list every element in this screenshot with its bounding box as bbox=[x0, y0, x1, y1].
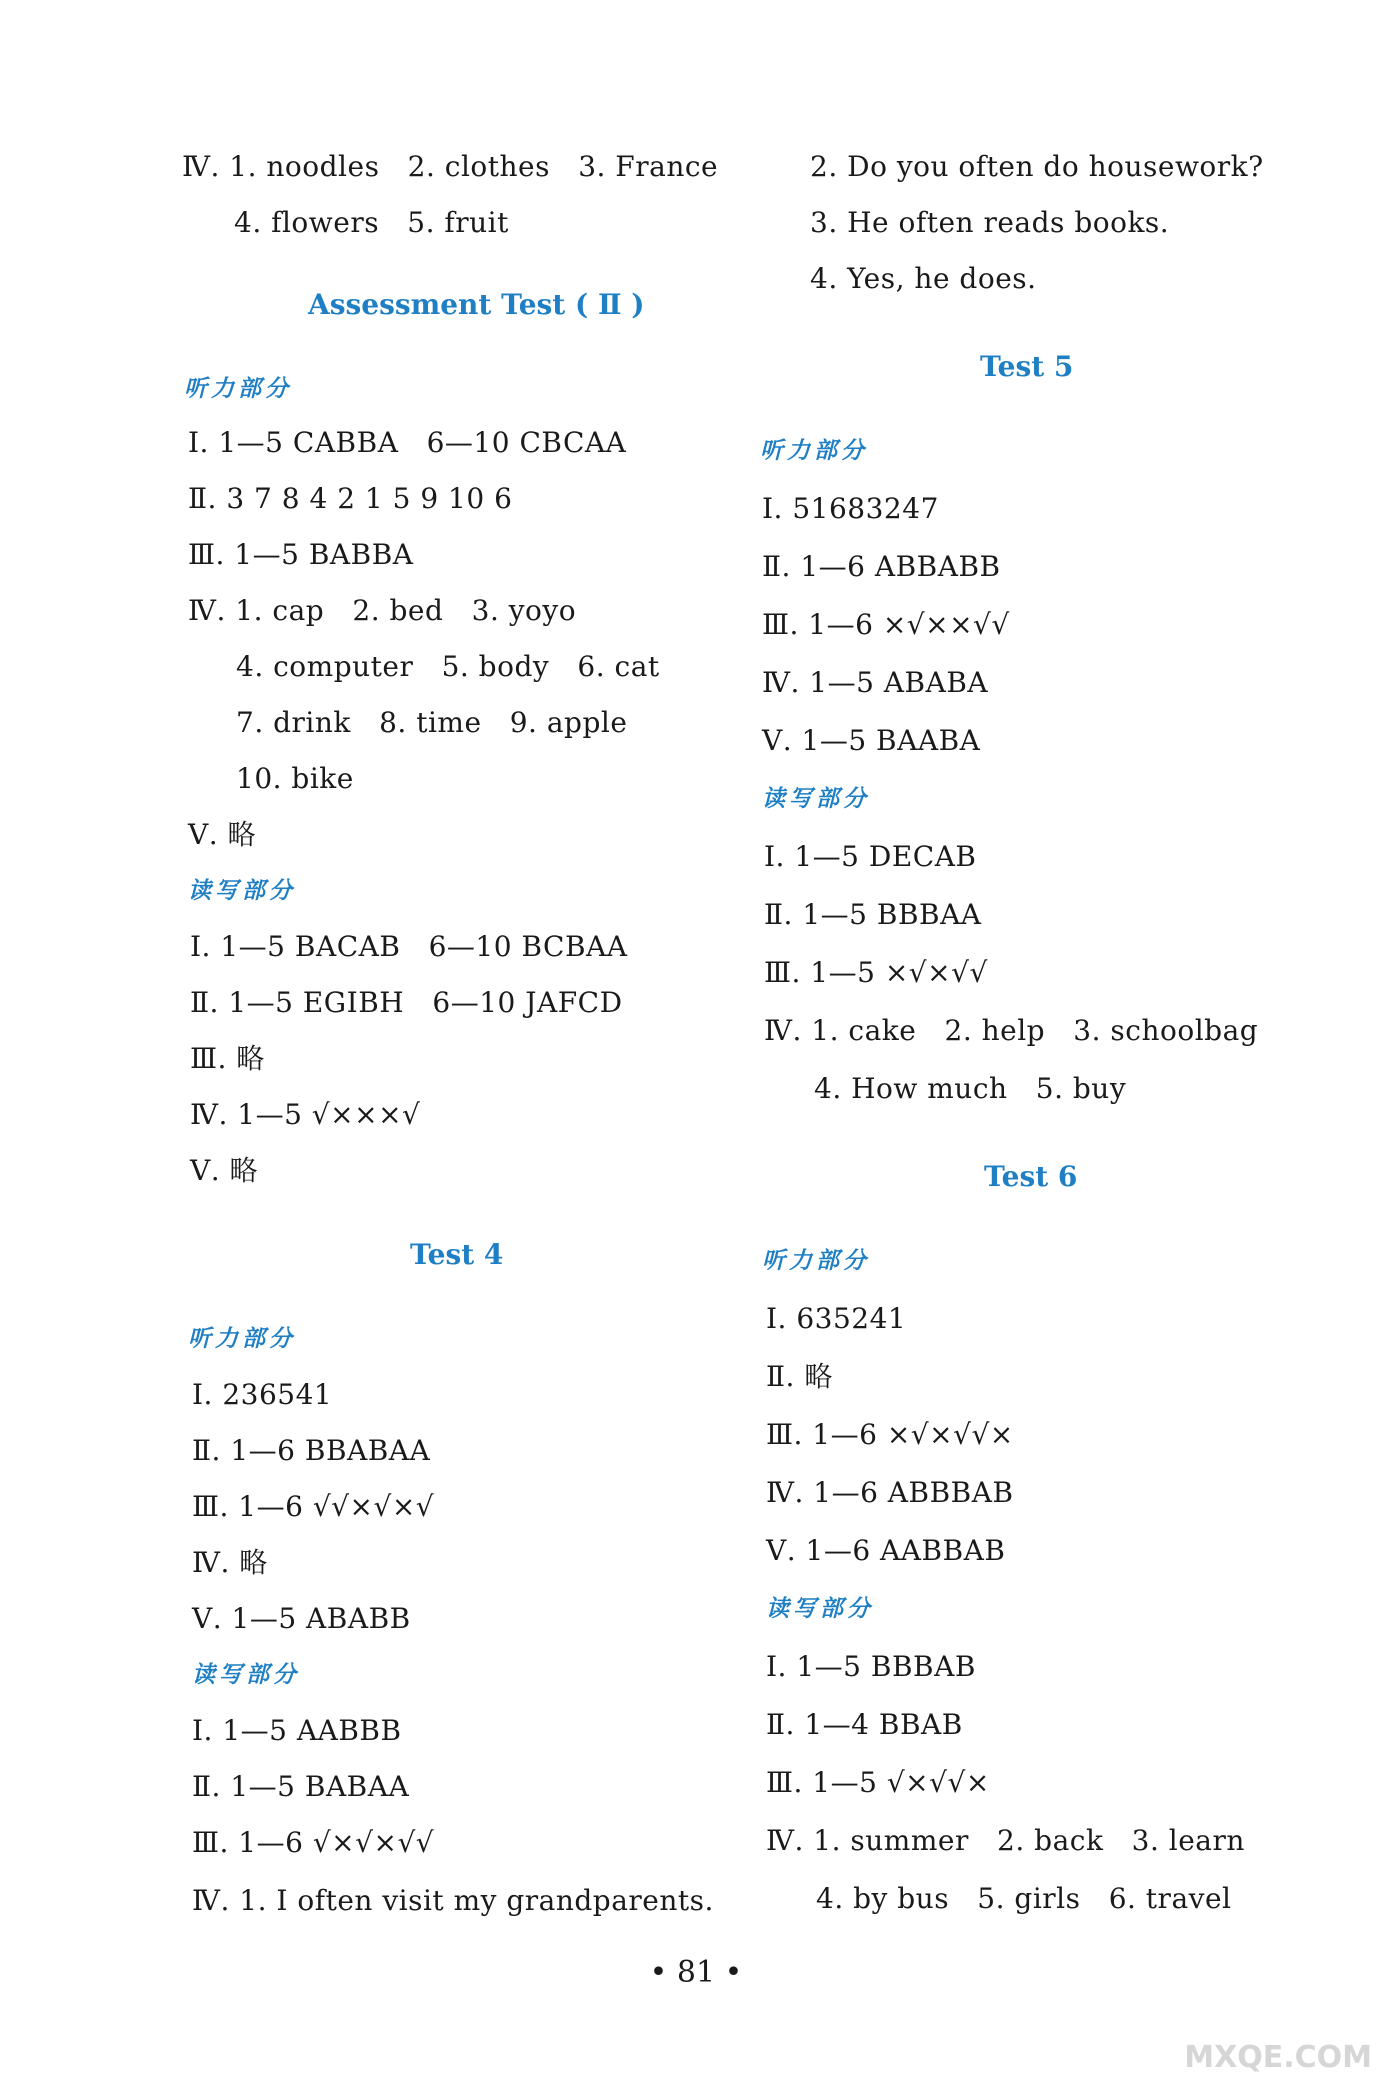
answer-line: Ⅴ. 1—5 BAABA bbox=[762, 724, 981, 757]
answer-line: Ⅴ. 略 bbox=[190, 1154, 259, 1187]
answer-line: Ⅳ. 1—5 √×××√ bbox=[190, 1098, 421, 1131]
answer-line: Ⅱ. 1—5 BBBAA bbox=[764, 898, 982, 931]
answer-line: Ⅲ. 1—6 √√×√×√ bbox=[192, 1490, 435, 1523]
answer-line: Ⅰ. 51683247 bbox=[762, 492, 939, 525]
answer-line: 4. computer 5. body 6. cat bbox=[236, 650, 660, 683]
answer-line: Ⅱ. 1—5 BABAA bbox=[192, 1770, 410, 1803]
answer-line: Ⅰ. 1—5 DECAB bbox=[764, 840, 977, 873]
subsection-label: 听力部分 bbox=[188, 1325, 296, 1352]
answer-line: 7. drink 8. time 9. apple bbox=[236, 706, 628, 739]
answer-line: Ⅱ. 1—4 BBAB bbox=[766, 1708, 963, 1741]
answer-line: 4. How much 5. buy bbox=[814, 1072, 1127, 1105]
answer-line: Ⅲ. 1—5 BABBA bbox=[188, 538, 414, 571]
answer-line: Ⅱ. 1—6 BBABAA bbox=[192, 1434, 431, 1467]
answer-line: Ⅲ. 1—6 ×√××√√ bbox=[762, 608, 1010, 641]
section-title: Test 5 bbox=[980, 350, 1074, 383]
answer-line: Ⅴ. 略 bbox=[188, 818, 257, 851]
section-title: Test 6 bbox=[984, 1160, 1078, 1193]
answer-line: Ⅳ. 1—6 ABBBAB bbox=[766, 1476, 1014, 1509]
answer-line: Ⅰ. 1—5 AABBB bbox=[192, 1714, 402, 1747]
subsection-label: 听力部分 bbox=[760, 437, 868, 464]
subsection-label: 听力部分 bbox=[762, 1247, 870, 1274]
answer-line: Ⅲ. 1—6 √×√×√√ bbox=[192, 1826, 435, 1859]
answer-line: Ⅲ. 1—5 ×√×√√ bbox=[764, 956, 988, 989]
answer-line: Ⅰ. 635241 bbox=[766, 1302, 907, 1335]
answer-line: Ⅳ. 1. I often visit my grandparents. bbox=[192, 1884, 714, 1917]
answer-line: Ⅳ. 1. summer 2. back 3. learn bbox=[766, 1824, 1245, 1857]
answer-line: Ⅱ. 1—5 EGIBH 6—10 JAFCD bbox=[190, 986, 623, 1019]
answer-line: Ⅰ. 1—5 BBBAB bbox=[766, 1650, 976, 1683]
answer-line: 10. bike bbox=[236, 762, 354, 795]
answer-line: Ⅴ. 1—5 ABABB bbox=[192, 1602, 411, 1635]
answer-line: Ⅰ. 1—5 BACAB 6—10 BCBAA bbox=[190, 930, 628, 963]
answer-line: 4. Yes, he does. bbox=[810, 262, 1037, 295]
section-title: Assessment Test ( Ⅱ ) bbox=[308, 288, 645, 321]
answer-line: 4. flowers 5. fruit bbox=[234, 206, 509, 239]
answer-line: Ⅲ. 1—5 √×√√× bbox=[766, 1766, 990, 1799]
answer-line: Ⅳ. 略 bbox=[192, 1546, 268, 1579]
answer-line: 3. He often reads books. bbox=[810, 206, 1170, 239]
subsection-label: 读写部分 bbox=[762, 785, 870, 812]
answer-line: Ⅴ. 1—6 AABBAB bbox=[766, 1534, 1006, 1567]
answer-line: Ⅳ. 1—5 ABABA bbox=[762, 666, 989, 699]
answer-line: Ⅳ. 1. cake 2. help 3. schoolbag bbox=[764, 1014, 1259, 1047]
answer-line: Ⅳ. 1. noodles 2. clothes 3. France bbox=[182, 150, 719, 183]
section-title: Test 4 bbox=[410, 1238, 504, 1271]
subsection-label: 读写部分 bbox=[192, 1661, 300, 1688]
answer-line: Ⅰ. 1—5 CABBA 6—10 CBCAA bbox=[188, 426, 627, 459]
answer-line: Ⅳ. 1. cap 2. bed 3. yoyo bbox=[188, 594, 577, 627]
subsection-label: 听力部分 bbox=[184, 375, 292, 402]
watermark: MXQE.COM bbox=[1184, 2040, 1372, 2075]
page-number: • 81 • bbox=[649, 1955, 743, 1990]
answer-line: Ⅲ. 略 bbox=[190, 1042, 265, 1075]
answer-line: Ⅱ. 1—6 ABBABB bbox=[762, 550, 1001, 583]
answer-line: Ⅱ. 略 bbox=[766, 1360, 833, 1393]
answer-line: Ⅲ. 1—6 ×√×√√× bbox=[766, 1418, 1014, 1451]
answer-line: 2. Do you often do housework? bbox=[810, 150, 1264, 183]
subsection-label: 读写部分 bbox=[188, 877, 296, 904]
subsection-label: 读写部分 bbox=[766, 1595, 874, 1622]
answer-line: 4. by bus 5. girls 6. travel bbox=[816, 1882, 1232, 1915]
answer-line: Ⅱ. 3 7 8 4 2 1 5 9 10 6 bbox=[188, 482, 513, 515]
answer-line: Ⅰ. 236541 bbox=[192, 1378, 333, 1411]
